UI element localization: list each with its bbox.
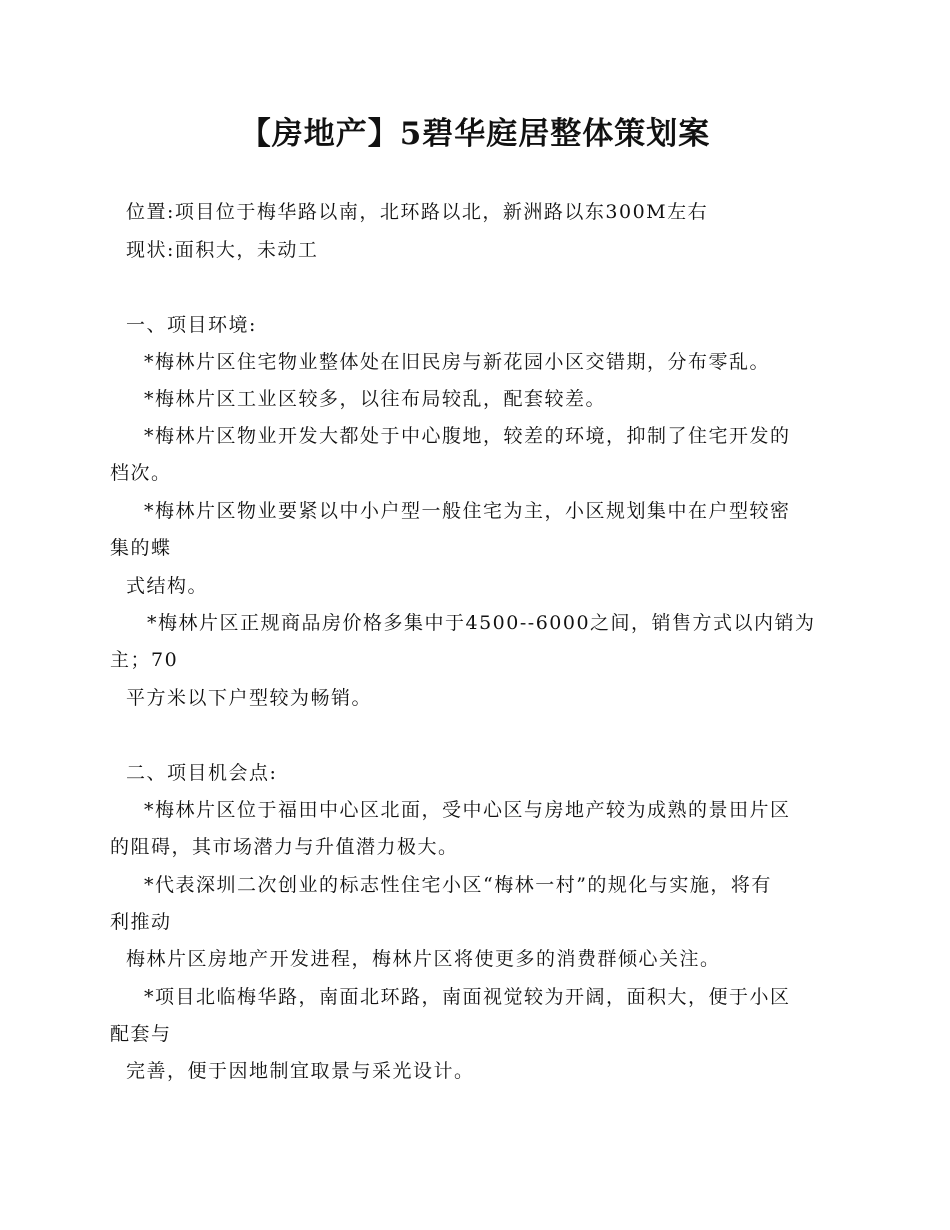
location-line: 位置:项目位于梅华路以南，北环路以北，新洲路以东300M左右 [126, 201, 709, 223]
document-title: 【房地产】5碧华庭居整体策划案 [239, 116, 711, 152]
section2-line: 配套与 [110, 1023, 172, 1045]
section2-line: 的阻碍，其市场潜力与升值潜力极大。 [110, 836, 459, 858]
section2-line: *梅林片区位于福田中心区北面，受中心区与房地产较为成熟的景田片区 [144, 799, 791, 821]
section2-line: *项目北临梅华路，南面北环路，南面视觉较为开阔，面积大，便于小区 [144, 986, 791, 1008]
section1-line: 平方米以下户型较为畅销。 [126, 687, 373, 709]
section2-line: 利推动 [110, 911, 172, 933]
section1-line: 式结构。 [126, 575, 209, 597]
section1-line: *梅林片区物业开发大都处于中心腹地，较差的环境，抑制了住宅开发的 [144, 425, 791, 447]
status-line: 现状:面积大，未动工 [126, 239, 319, 261]
section2-heading: 二、项目机会点: [126, 762, 278, 784]
section1-line: 档次。 [110, 462, 172, 484]
section1-line: *梅林片区物业要紧以中小户型一般住宅为主，小区规划集中在户型较密 [144, 500, 791, 522]
section1-line: *梅林片区住宅物业整体处在旧民房与新花园小区交错期，分布零乱。 [144, 351, 771, 373]
section1-line: 集的蝶 [110, 537, 172, 559]
section1-line: *梅林片区工业区较多，以往布局较乱，配套较差。 [144, 388, 607, 410]
section1-heading: 一、项目环境: [126, 314, 257, 336]
section1-line: 主；70 [110, 649, 179, 671]
section1-line: *梅林片区正规商品房价格多集中于4500--6000之间，销售方式以内销为 [147, 612, 816, 634]
section2-line: 完善，便于因地制宜取景与采光设计。 [126, 1060, 475, 1082]
section2-line: *代表深圳二次创业的标志性住宅小区“梅林一村”的规化与实施，将有 [144, 874, 772, 896]
section2-line: 梅林片区房地产开发进程，梅林片区将使更多的消费群倾心关注。 [126, 948, 721, 970]
